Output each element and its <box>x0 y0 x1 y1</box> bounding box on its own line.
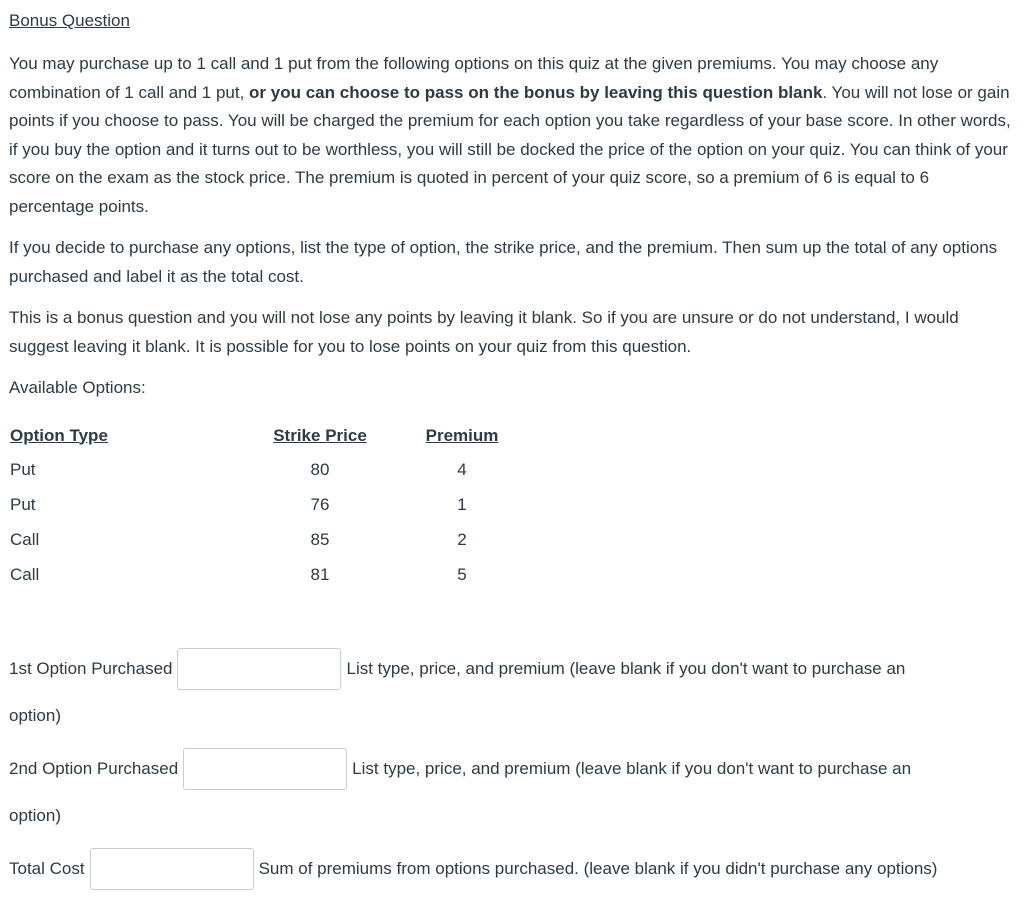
option-type-cell: Put <box>10 495 36 514</box>
option-type-cell: Call <box>10 530 40 549</box>
first-option-input[interactable] <box>177 648 341 690</box>
strike-price-cell: 85 <box>310 530 330 549</box>
header-strike-price: Strike Price <box>273 425 367 445</box>
header-premium: Premium <box>425 425 499 445</box>
available-options-label: Available Options: <box>9 378 146 397</box>
option-type-cell: Put <box>10 460 36 479</box>
options-table-header <box>10 419 500 453</box>
instructions-text-cont: . You will not lose or gain points if you choose to pass. You will be charged the premium for each option you take regardless of your base score. In other words, if you buy the option and it turns out to be worthless, you will still be docked the price of the option on your quiz. You can think of your score on the exam as the stock price. The premium is quoted in percent of your quiz score, so a premium of 6 is equal to 6 percentage points. <box>9 82 1011 216</box>
question-body <box>9 8 1017 593</box>
table-row <box>10 558 500 593</box>
first-option-hint-cont: option) <box>9 706 61 725</box>
second-option-label: 2nd Option Purchased <box>9 759 179 778</box>
instructions-text: You may purchase up to 1 call and 1 put from the following options on this quiz at the given premiums. You may choose any combination of 1 call and 1 put, <box>9 54 939 102</box>
strike-price-cell: 81 <box>310 565 330 584</box>
second-option-hint: List type, price, and premium (leave blank if you don't want to purchase an <box>352 759 912 778</box>
total-cost-hint: Sum of premiums from options purchased. (leave blank if you didn't purchase any options) <box>258 859 938 878</box>
premium-cell: 1 <box>457 495 467 514</box>
total-cost-input[interactable] <box>90 848 254 890</box>
second-option-hint-cont: option) <box>9 806 61 825</box>
first-option-label: 1st Option Purchased <box>9 659 173 678</box>
second-option-input[interactable] <box>183 748 347 790</box>
bonus-disclaimer: This is a bonus question and you will not lose any points by leaving it blank. So if you are unsure or do not understand, I would suggest leaving it blank. It is possible for you to lose points on your quiz from this question. <box>9 308 959 356</box>
premium-cell: 4 <box>457 460 467 479</box>
purchase-instructions: If you decide to purchase any options, list the type of option, the strike price, and the premium. Then sum up the total of any options purchased and label it as the total cost. <box>9 238 998 286</box>
second-option-row <box>9 748 911 790</box>
question-title: Bonus Question <box>9 11 130 30</box>
options-table <box>10 419 500 593</box>
strike-price-cell: 80 <box>310 460 330 479</box>
first-option-hint: List type, price, and premium (leave blank if you don't want to purchase an <box>346 659 906 678</box>
table-row <box>10 523 500 558</box>
table-row <box>10 453 500 488</box>
option-type-cell: Call <box>10 565 40 584</box>
total-cost-label: Total Cost <box>9 859 85 878</box>
instructions-bold-text: or you can choose to pass on the bonus by leaving this question blank <box>249 82 823 102</box>
strike-price-cell: 76 <box>310 495 330 514</box>
premium-cell: 2 <box>457 530 467 549</box>
total-cost-row <box>9 848 937 890</box>
instructions-paragraph <box>9 50 1017 221</box>
first-option-row <box>9 648 905 690</box>
table-row <box>10 488 500 523</box>
premium-cell: 5 <box>457 565 467 584</box>
header-option-type: Option Type <box>10 425 108 445</box>
